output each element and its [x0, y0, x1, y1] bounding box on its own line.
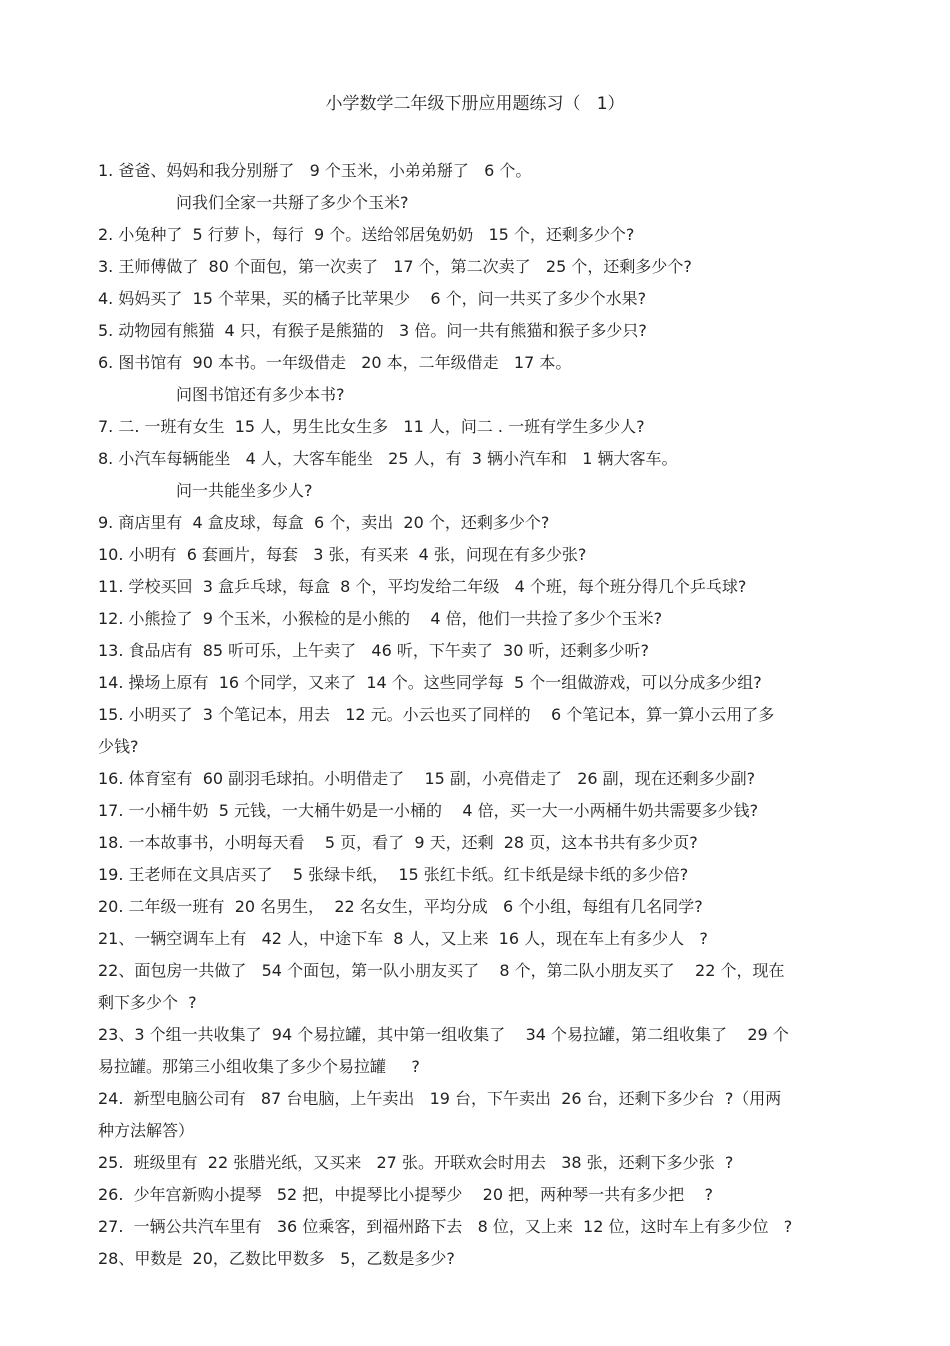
problem-13: 13. 食品店有 85 听可乐，上午卖了 46 听，下午卖了 30 听，还剩多少听? — [98, 641, 649, 660]
problem-24-continued: 种方法解答） — [98, 1121, 195, 1140]
problem-24: 24. 新型电脑公司有 87 台电脑，上午卖出 19 台，下午卖出 26 台，还剩下多少台 ?（用两 — [98, 1089, 782, 1108]
problem-6-question: 问图书馆还有多少本书? — [176, 385, 345, 404]
problem-15: 15. 小明买了 3 个笔记本，用去 12 元。小云也买了同样的 6 个笔记本，算一算小云用了多 — [98, 705, 775, 724]
problem-26: 26. 少年宫新购小提琴 52 把，中提琴比小提琴少 20 把，两种琴一共有多少把 ? — [98, 1185, 713, 1204]
problem-15-continued: 少钱? — [98, 737, 139, 756]
problem-17: 17. 一小桶牛奶 5 元钱，一大桶牛奶是一小桶的 4 倍，买一大一小两桶牛奶共需要多少钱? — [98, 801, 759, 820]
problem-5: 5. 动物园有熊猫 4 只，有猴子是熊猫的 3 倍。问一共有熊猫和猴子多少只? — [98, 321, 647, 340]
problem-9: 9. 商店里有 4 盒皮球，每盒 6 个，卖出 20 个，还剩多少个? — [98, 513, 550, 532]
problem-3: 3. 王师傅做了 80 个面包，第一次卖了 17 个，第二次卖了 25 个，还剩多少个? — [98, 257, 692, 276]
problem-27: 27. 一辆公共汽车里有 36 位乘客，到福州路下去 8 位，又上来 12 位，这时车上有多少位 ? — [98, 1217, 793, 1236]
problem-12: 12. 小熊捡了 9 个玉米，小猴检的是小熊的 4 倍，他们一共捡了多少个玉米? — [98, 609, 663, 628]
problem-22: 22、面包房一共做了 54 个面包，第一队小朋友买了 8 个，第二队小朋友买了 22 个，现在 — [98, 961, 785, 980]
problem-11: 11. 学校买回 3 盒乒乓球，每盒 8 个，平均发给二年级 4 个班，每个班分得几个乒乓球? — [98, 577, 747, 596]
problem-21: 21、一辆空调车上有 42 人，中途下车 8 人，又上来 16 人，现在车上有多少人 ? — [98, 929, 708, 948]
problem-14: 14. 操场上原有 16 个同学，又来了 14 个。这些同学每 5 个一组做游戏，可以分成多少组? — [98, 673, 762, 692]
problem-4: 4. 妈妈买了 15 个苹果，买的橘子比苹果少 6 个，问一共买了多少个水果? — [98, 289, 647, 308]
problem-23: 23、3 个组一共收集了 94 个易拉罐，其中第一组收集了 34 个易拉罐，第二组收集了 29 个 — [98, 1025, 789, 1044]
problem-22-continued: 剩下多少个 ? — [98, 993, 197, 1012]
problem-19: 19. 王老师在文具店买了 5 张绿卡纸， 15 张红卡纸。红卡纸是绿卡纸的多少倍? — [98, 865, 689, 884]
problem-8-question: 问一共能坐多少人? — [176, 481, 313, 500]
problem-20: 20. 二年级一班有 20 名男生， 22 名女生，平均分成 6 个小组，每组有几名同学? — [98, 897, 703, 916]
problem-10: 10. 小明有 6 套画片，每套 3 张，有买来 4 张，问现在有多少张? — [98, 545, 587, 564]
problem-8: 8. 小汽车每辆能坐 4 人，大客车能坐 25 人，有 3 辆小汽车和 1 辆大客车。 — [98, 449, 678, 468]
problem-16: 16. 体育室有 60 副羽毛球拍。小明借走了 15 副，小亮借走了 26 副，现在还剩多少副? — [98, 769, 756, 788]
problem-23-continued: 易拉罐。那第三小组收集了多少个易拉罐 ? — [98, 1057, 420, 1076]
problem-1-question: 问我们全家一共掰了多少个玉米? — [176, 193, 409, 212]
page-title: 小学数学二年级下册应用题练习（ 1） — [325, 94, 625, 114]
problem-2: 2. 小兔种了 5 行萝卜，每行 9 个。送给邻居兔奶奶 15 个，还剩多少个? — [98, 225, 635, 244]
problem-7: 7. 二. 一班有女生 15 人，男生比女生多 11 人，问二 . 一班有学生多少人? — [98, 417, 645, 436]
problem-1: 1. 爸爸、妈妈和我分别掰了 9 个玉米，小弟弟掰了 6 个。 — [98, 161, 532, 180]
problem-28: 28、甲数是 20，乙数比甲数多 5，乙数是多少? — [98, 1249, 455, 1268]
problem-list — [98, 155, 858, 1275]
problem-18: 18. 一本故事书，小明每天看 5 页，看了 9 天，还剩 28 页，这本书共有多少页? — [98, 833, 698, 852]
problem-6: 6. 图书馆有 90 本书。一年级借走 20 本，二年级借走 17 本。 — [98, 353, 572, 372]
problem-25: 25. 班级里有 22 张腊光纸，又买来 27 张。开联欢会时用去 38 张，还剩下多少张 ? — [98, 1153, 734, 1172]
